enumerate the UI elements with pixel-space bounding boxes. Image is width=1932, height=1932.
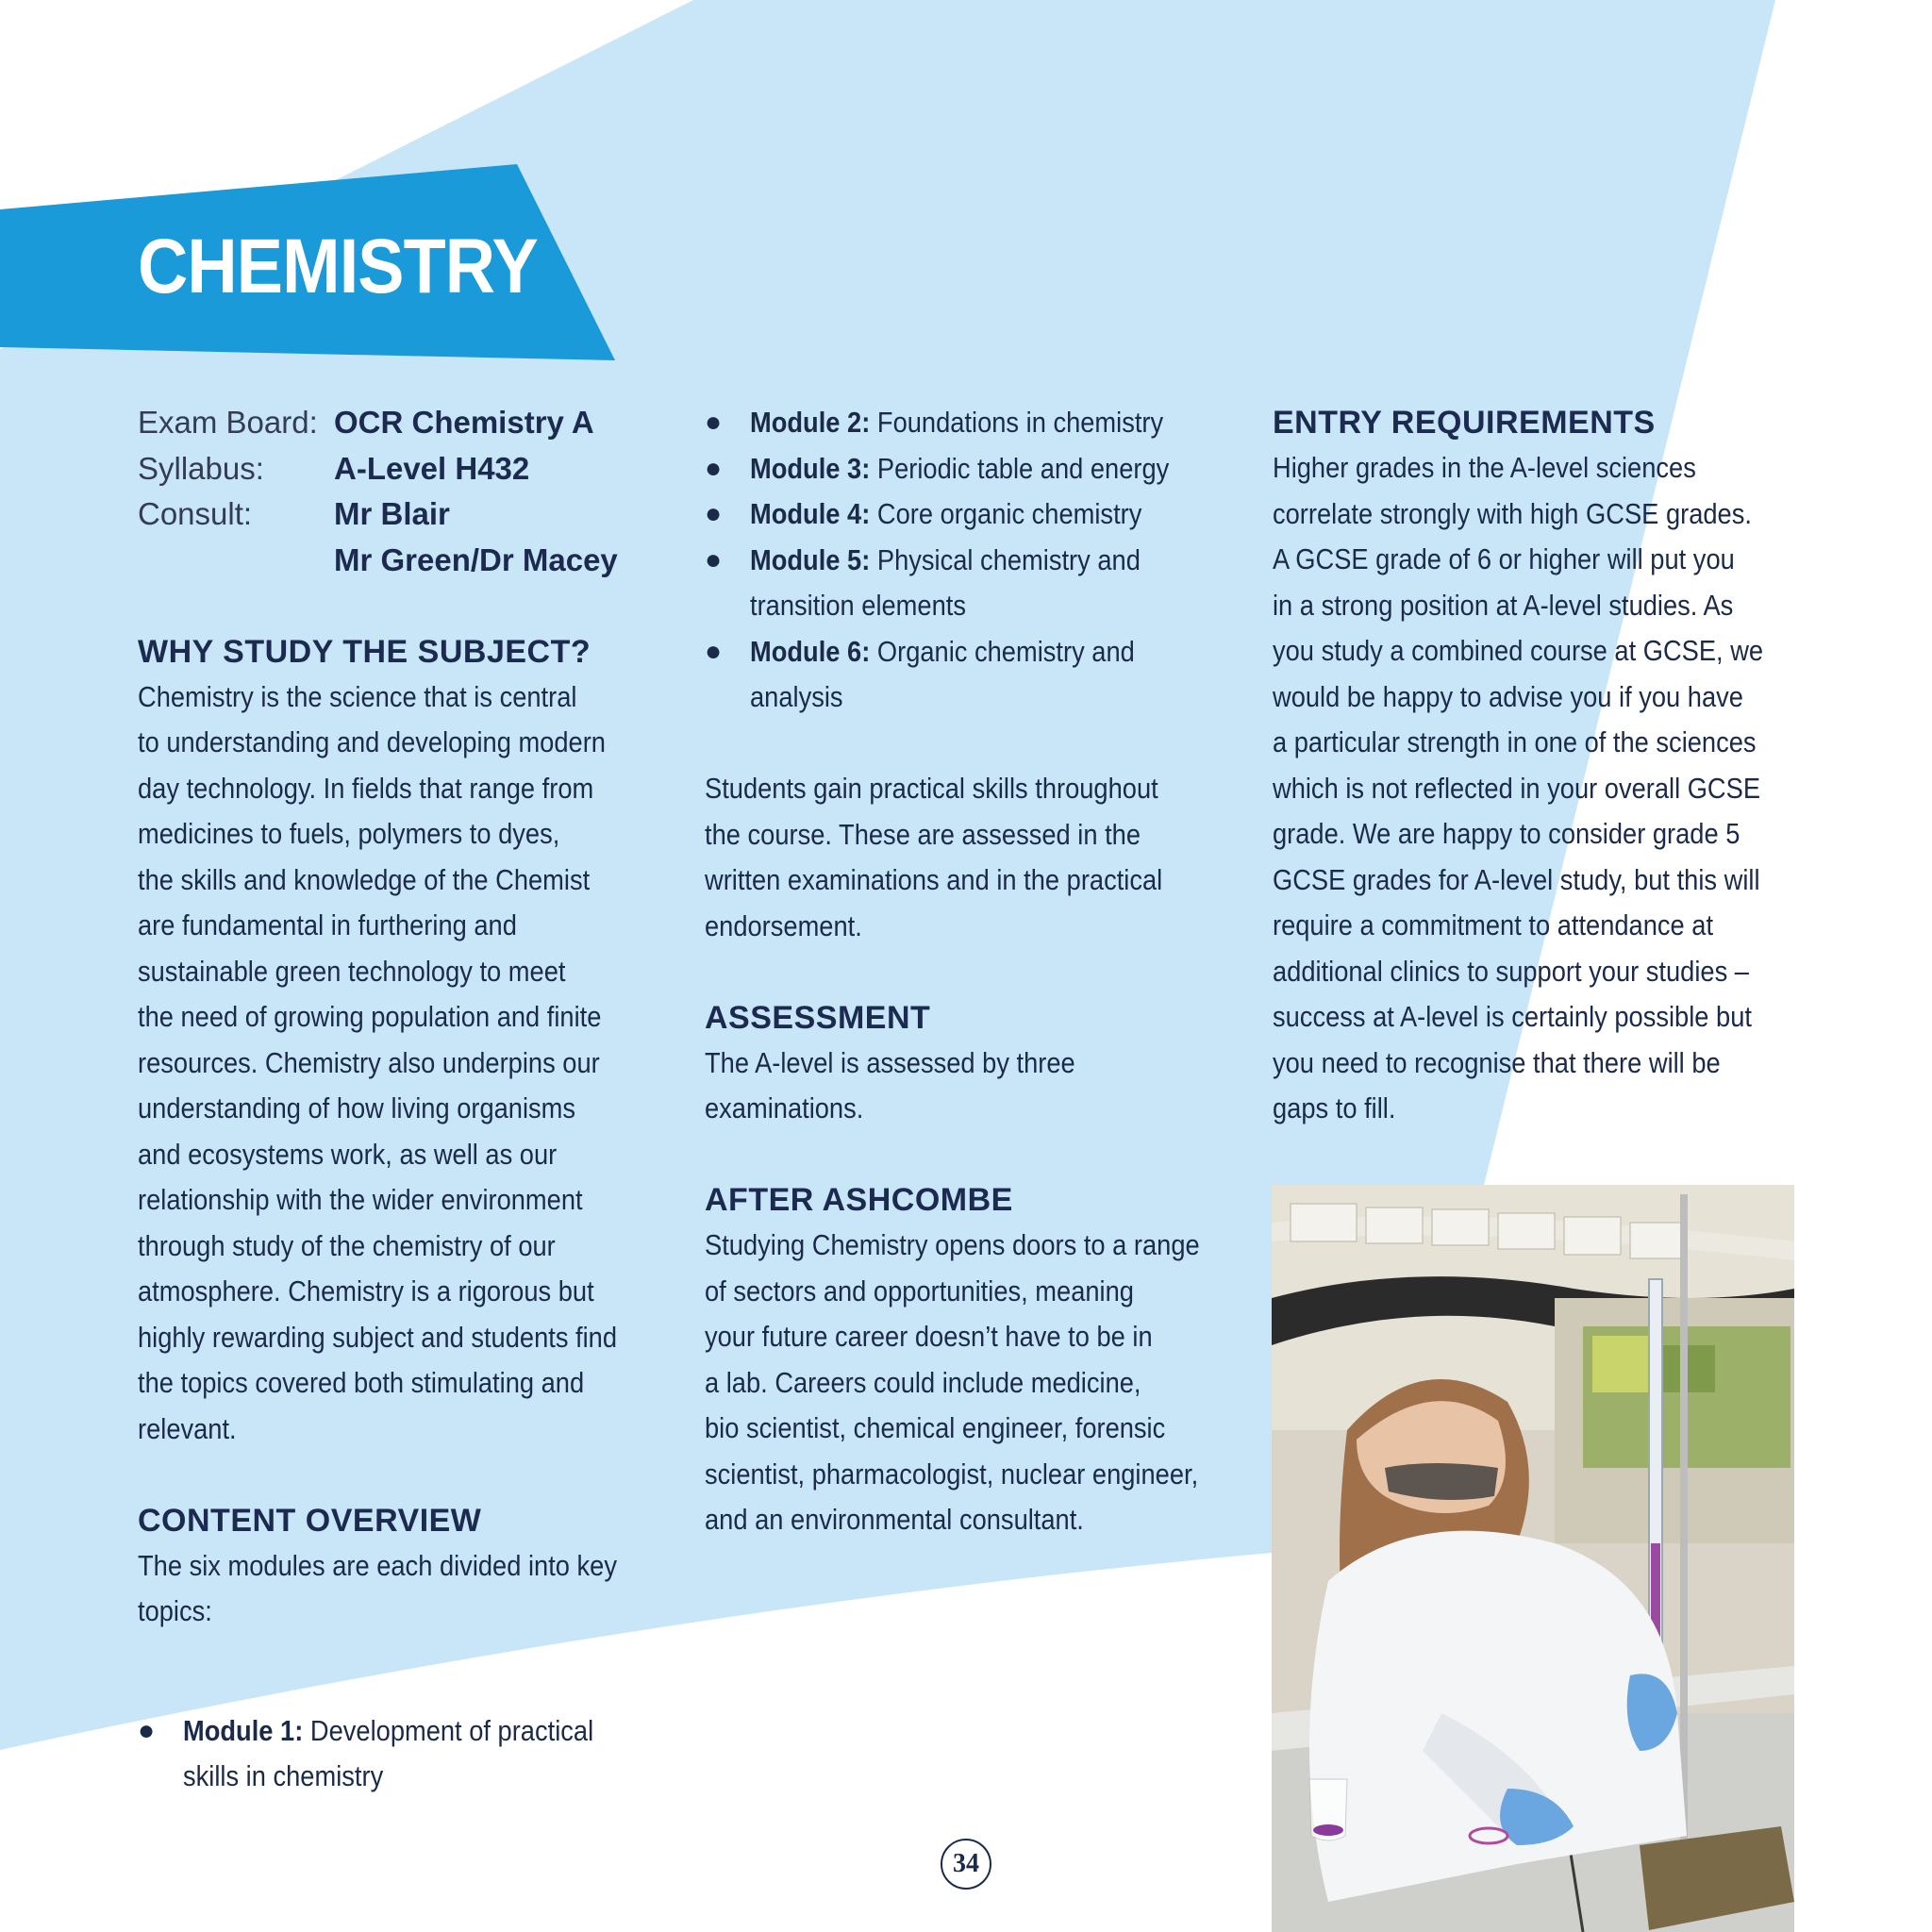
why-line: medicines to fuels, polymers to dyes,	[138, 817, 560, 850]
module-text: analysis	[750, 680, 843, 713]
syllabus-label: Syllabus:	[138, 450, 264, 486]
module-text: Physical chemistry and	[876, 542, 1141, 576]
module-text: Organic chemistry and	[876, 634, 1135, 668]
module-text: Core organic chemistry	[876, 497, 1142, 530]
module-label: Module 1:	[183, 1713, 304, 1747]
entry-line: would be happy to advise you if you have	[1273, 679, 1743, 713]
exam-board-label: Exam Board:	[138, 405, 318, 440]
module-6-item	[705, 629, 1252, 721]
why-study-heading: WHY STUDY THE SUBJECT?	[138, 633, 591, 670]
practical-line: the course. These are assessed in the	[705, 817, 1141, 851]
module-label: Module 4:	[750, 497, 871, 530]
entry-line: gaps to fill.	[1273, 1091, 1396, 1124]
content-intro-line: The six modules are each divided into key	[138, 1548, 617, 1582]
consult-value-1: Mr Blair	[334, 496, 450, 531]
entry-line: additional clinics to support your studies –	[1273, 954, 1749, 988]
why-line: atmosphere. Chemistry is a rigorous but	[138, 1274, 594, 1307]
why-line: the topics covered both stimulating and	[138, 1366, 585, 1399]
entry-line: require a commitment to attendance at	[1273, 908, 1714, 941]
bullet-dot-icon: ●	[138, 1714, 156, 1746]
bullet-dot-icon: ●	[705, 452, 723, 484]
module-text: skills in chemistry	[183, 1759, 384, 1792]
module-label: Module 3:	[750, 451, 871, 485]
syllabus-value: A-Level H432	[334, 450, 530, 486]
exam-board-row	[138, 400, 666, 446]
consult-label: Consult:	[138, 496, 253, 531]
after-ashcombe-heading: AFTER ASHCOMBE	[705, 1182, 1013, 1218]
why-line: highly rewarding subject and students find	[138, 1320, 618, 1354]
right-column	[1273, 400, 1801, 1132]
why-line: day technology. In fields that range from	[138, 771, 594, 805]
practical-line: Students gain practical skills throughout	[705, 772, 1158, 805]
entry-line: a particular strength in one of the sciences	[1273, 725, 1757, 758]
course-meta	[138, 400, 666, 583]
why-line: resources. Chemistry also underpins our	[138, 1045, 600, 1079]
entry-line: Higher grades in the A-level sciences	[1273, 451, 1696, 484]
why-line: are fundamental in furthering and	[138, 908, 517, 941]
module-1-item	[138, 1708, 666, 1800]
after-ashcombe-text	[705, 1223, 1252, 1543]
module-text: Foundations in chemistry	[876, 406, 1164, 439]
entry-requirements-text	[1273, 445, 1801, 1132]
after-line: a lab. Careers could include medicine,	[705, 1365, 1141, 1399]
entry-line: in a strong position at A-level studies. As	[1273, 588, 1734, 622]
why-study-text	[138, 675, 666, 1453]
syllabus-row	[138, 446, 666, 492]
module-text: Development of practical	[309, 1713, 594, 1747]
after-line: bio scientist, chemical engineer, forensic	[705, 1411, 1166, 1444]
why-line: the skills and knowledge of the Chemist	[138, 862, 591, 896]
assessment-line: The A-level is assessed by three	[705, 1045, 1075, 1079]
page-title: CHEMISTRY	[138, 224, 538, 309]
page-number: 34	[941, 1839, 991, 1890]
assessment-line: examinations.	[705, 1091, 864, 1124]
entry-requirements-heading: ENTRY REQUIREMENTS	[1273, 405, 1656, 441]
after-line: of sectors and opportunities, meaning	[705, 1274, 1134, 1307]
consult-value-2: Mr Green/Dr Macey	[334, 541, 618, 577]
content-intro-line: topics:	[138, 1594, 212, 1627]
after-line: scientist, pharmacologist, nuclear engineer,	[705, 1457, 1199, 1491]
module-text: Periodic table and energy	[876, 451, 1170, 485]
left-column	[138, 400, 666, 1800]
why-line: relevant.	[138, 1411, 237, 1445]
why-line: to understanding and developing modern	[138, 725, 606, 758]
module-3-item	[705, 446, 1252, 492]
after-line: your future career doesn’t have to be in	[705, 1320, 1153, 1353]
why-line: and ecosystems work, as well as our	[138, 1137, 558, 1171]
entry-line: you study a combined course at GCSE, we	[1273, 634, 1764, 667]
entry-line: correlate strongly with high GCSE grades.	[1273, 496, 1752, 530]
practical-line: written examinations and in the practical	[705, 863, 1163, 896]
lab-photo	[1272, 1185, 1794, 1932]
entry-line: GCSE grades for A-level study, but this will	[1273, 862, 1760, 896]
bullet-dot-icon: ●	[705, 543, 723, 575]
bullet-dot-icon: ●	[705, 635, 723, 667]
practical-line: endorsement.	[705, 908, 862, 942]
why-line: understanding of how living organisms	[138, 1091, 576, 1124]
entry-line: grade. We are happy to consider grade 5	[1273, 817, 1740, 850]
lab-photo-illustration	[1272, 1185, 1794, 1932]
exam-board-value: OCR Chemistry A	[334, 405, 594, 440]
middle-column	[705, 400, 1252, 1543]
module-text: transition elements	[750, 589, 966, 622]
entry-line: which is not reflected in your overall GCSE	[1273, 771, 1761, 805]
entry-line: A GCSE grade of 6 or higher will put you	[1273, 542, 1735, 575]
entry-line: you need to recognise that there will be	[1273, 1045, 1721, 1079]
module-4-item	[705, 491, 1252, 538]
practical-skills-text	[705, 766, 1252, 949]
module-label: Module 6:	[750, 634, 871, 668]
module-2-item	[705, 400, 1252, 446]
bullet-dot-icon: ●	[705, 407, 723, 438]
consult-row-2	[138, 538, 666, 584]
after-line: Studying Chemistry opens doors to a range	[705, 1228, 1200, 1261]
after-line: and an environmental consultant.	[705, 1503, 1084, 1536]
why-line: sustainable green technology to meet	[138, 954, 566, 988]
why-line: Chemistry is the science that is central	[138, 679, 577, 713]
module-5-item	[705, 538, 1252, 629]
entry-line: success at A-level is certainly possible but	[1273, 1000, 1752, 1033]
consult-row	[138, 491, 666, 538]
module-label: Module 5:	[750, 542, 871, 576]
module-label: Module 2:	[750, 406, 871, 439]
why-line: through study of the chemistry of our	[138, 1228, 556, 1262]
why-line: the need of growing population and finite	[138, 1000, 602, 1033]
content-overview-heading: CONTENT OVERVIEW	[138, 1502, 482, 1539]
why-line: relationship with the wider environment	[138, 1183, 583, 1216]
bullet-dot-icon: ●	[705, 498, 723, 529]
assessment-heading: ASSESSMENT	[705, 999, 931, 1036]
